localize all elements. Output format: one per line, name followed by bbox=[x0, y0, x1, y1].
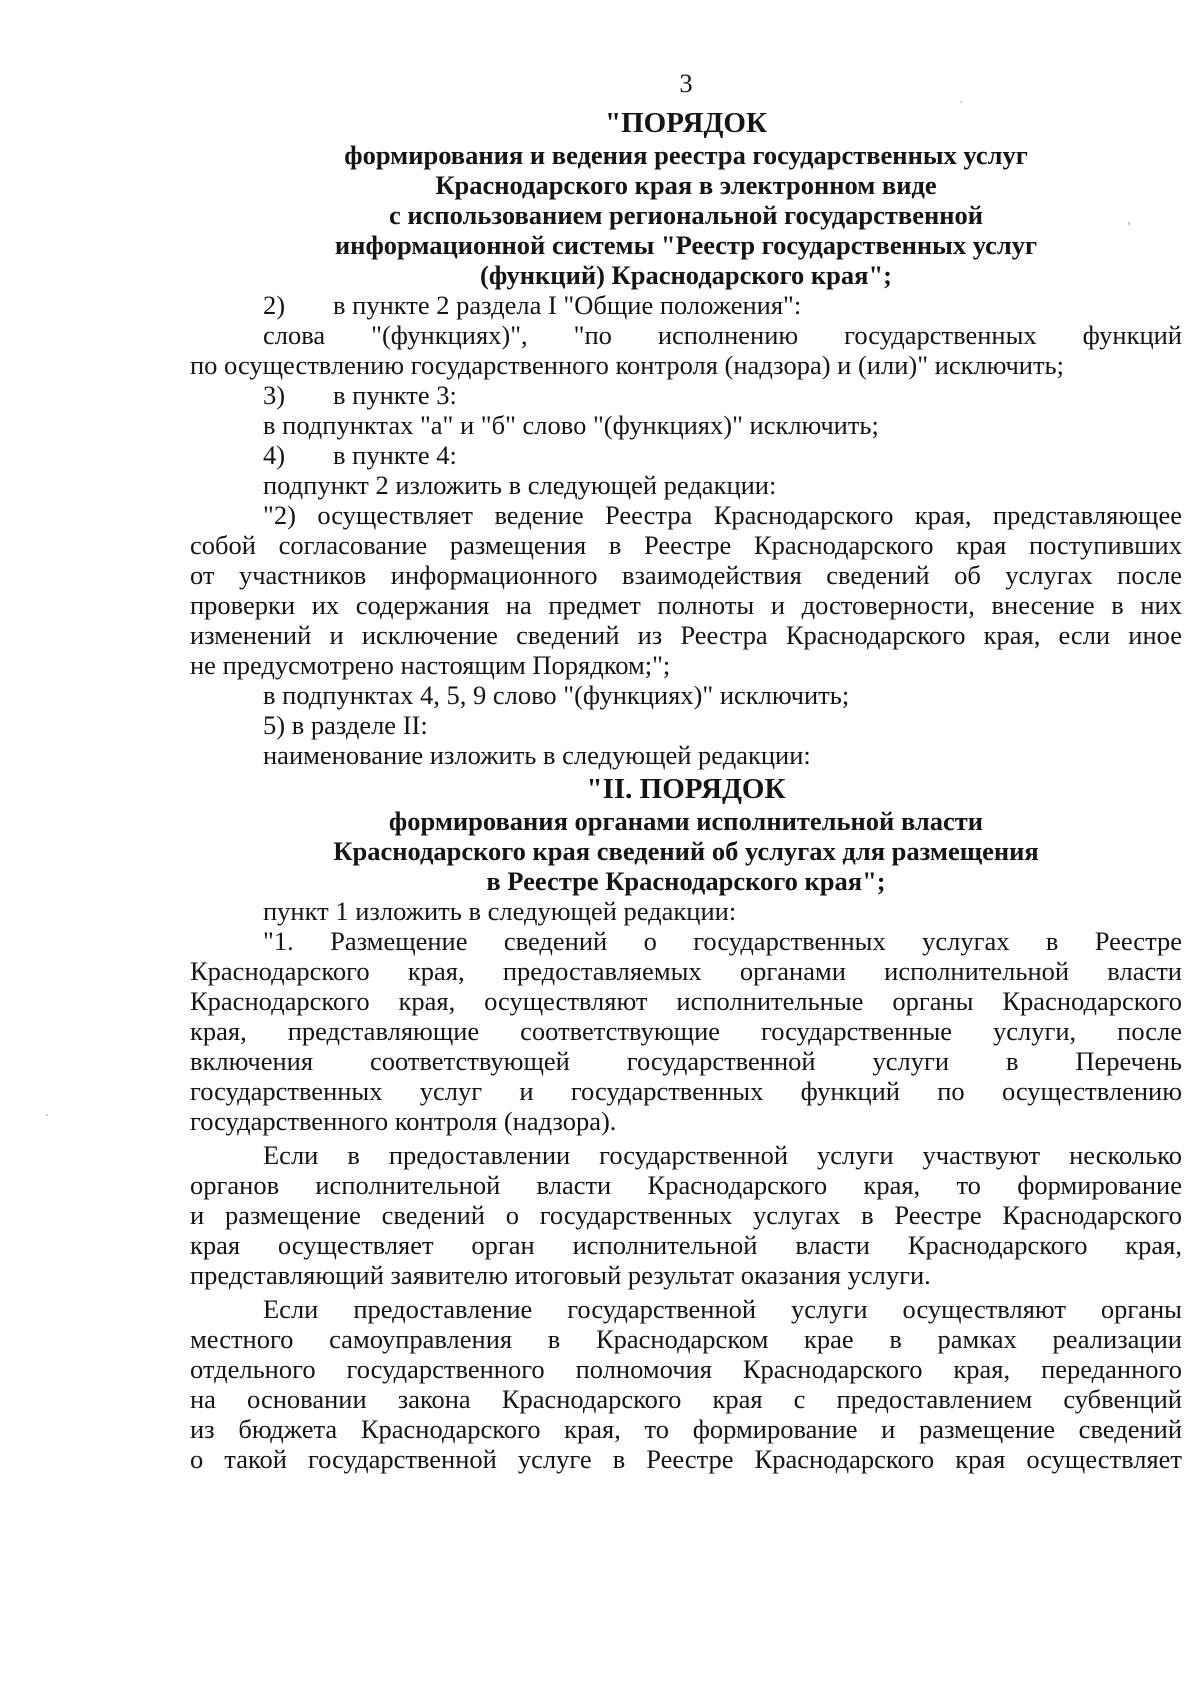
paragraph-line: края осуществляет орган исполнительной власти Краснодарского края, bbox=[190, 1230, 1182, 1260]
quote-line: изменений и исключение сведений из Реестра Краснодарского края, если иное bbox=[190, 620, 1182, 650]
paragraph-line: края, представляющие соответствующие государственные услуги, после bbox=[190, 1016, 1182, 1046]
scan-speck bbox=[46, 1114, 48, 1116]
heading1-line: Краснодарского края в электронном виде bbox=[435, 170, 937, 200]
page-number: 3 bbox=[679, 68, 693, 98]
paragraph-line: органов исполнительной власти Краснодарского края, то формирование bbox=[190, 1170, 1182, 1200]
item4-heading bbox=[263, 440, 1163, 470]
point1-intro: пункт 1 изложить в следующей редакции: bbox=[263, 896, 737, 926]
quote-line: "2) осуществляет ведение Реестра Краснодарского края, представляющее bbox=[263, 500, 1182, 530]
paragraph-line: отдельного государственного полномочия Краснодарского края, переданного bbox=[190, 1354, 1182, 1384]
paragraph-line: "1. Размещение сведений о государственных услугах в Реестре bbox=[263, 926, 1182, 956]
heading2-line: в Реестре Краснодарского края"; bbox=[486, 866, 886, 896]
heading2-line: Краснодарского края сведений об услугах для размещения bbox=[333, 836, 1039, 866]
paragraph-line: Если предоставление государственной услуги осуществляют органы bbox=[263, 1294, 1182, 1324]
item3-line: в подпунктах "а" и "б" слово "(функциях)" исключить; bbox=[263, 410, 879, 440]
quote-line: не предусмотрено настоящим Порядком;"; bbox=[190, 650, 671, 680]
paragraph-line: из бюджета Краснодарского края, то формирование и размещение сведений bbox=[190, 1414, 1182, 1444]
heading1-line: формирования и ведения реестра государственных услуг bbox=[344, 140, 1028, 170]
item5-number: 5) bbox=[263, 710, 286, 740]
item3-text: в пункте 3: bbox=[333, 380, 457, 410]
paragraph-line: о такой государственной услуге в Реестре Краснодарского края осуществляет bbox=[190, 1444, 1182, 1474]
paragraph-line: местного самоуправления в Краснодарском крае в рамках реализации bbox=[190, 1324, 1182, 1354]
heading1-line: информационной системы "Реестр государственных услуг bbox=[334, 230, 1038, 260]
heading1-line: с использованием региональной государственной bbox=[388, 200, 984, 230]
quote-line: проверки их содержания на предмет полноты и достоверности, внесение в них bbox=[190, 590, 1182, 620]
heading2-title: "II. ПОРЯДОК bbox=[586, 773, 786, 805]
paragraph-line: Если в предоставлении государственной услуги участвуют несколько bbox=[263, 1140, 1182, 1170]
heading1-line: (функций) Краснодарского края"; bbox=[480, 260, 892, 290]
quote-line: от участников информационного взаимодействия сведений об услугах после bbox=[190, 560, 1182, 590]
item4-text: в пункте 4: bbox=[333, 440, 457, 470]
item5-line: наименование изложить в следующей редакции: bbox=[263, 740, 811, 770]
quote-line: собой согласование размещения в Реестре Краснодарского края поступивших bbox=[190, 530, 1182, 560]
item3-heading bbox=[263, 380, 1163, 410]
item4-number: 4) bbox=[263, 440, 286, 470]
scan-speck bbox=[1128, 222, 1130, 225]
paragraph-line: Краснодарского края, осуществляют исполнительные органы Краснодарского bbox=[190, 986, 1182, 1016]
item2-line: слова "(функциях)", "по исполнению государственных функций bbox=[263, 320, 1182, 350]
scan-speck bbox=[960, 101, 962, 103]
item4-line: подпункт 2 изложить в следующей редакции: bbox=[263, 470, 777, 500]
paragraph-line: Краснодарского края, предоставляемых органами исполнительной власти bbox=[190, 956, 1182, 986]
paragraph-line: и размещение сведений о государственных услугах в Реестре Краснодарского bbox=[190, 1200, 1182, 1230]
item2-text: в пункте 2 раздела I "Общие положения": bbox=[333, 290, 802, 320]
item3-number: 3) bbox=[263, 380, 286, 410]
paragraph-line: включения соответствующей государственной услуги в Перечень bbox=[190, 1046, 1182, 1076]
paragraph-line: представляющий заявителю итоговый результат оказания услуги. bbox=[190, 1260, 931, 1290]
paragraph-line: государственного контроля (надзора). bbox=[190, 1106, 617, 1136]
item2-number: 2) bbox=[263, 290, 286, 320]
item2-heading bbox=[263, 290, 1163, 320]
item4-line: в подпунктах 4, 5, 9 слово "(функциях)" исключить; bbox=[263, 680, 850, 710]
heading2-line: формирования органами исполнительной власти bbox=[388, 806, 984, 836]
paragraph-line: на основании закона Краснодарского края с предоставлением субвенций bbox=[190, 1384, 1182, 1414]
paragraph-line: государственных услуг и государственных функций по осуществлению bbox=[190, 1076, 1182, 1106]
heading1-title: "ПОРЯДОК bbox=[605, 107, 767, 139]
item2-line: по осуществлению государственного контроля (надзора) и (или)" исключить; bbox=[190, 350, 1065, 380]
item5-heading bbox=[263, 710, 1163, 740]
item5-text: в разделе II: bbox=[291, 710, 428, 740]
